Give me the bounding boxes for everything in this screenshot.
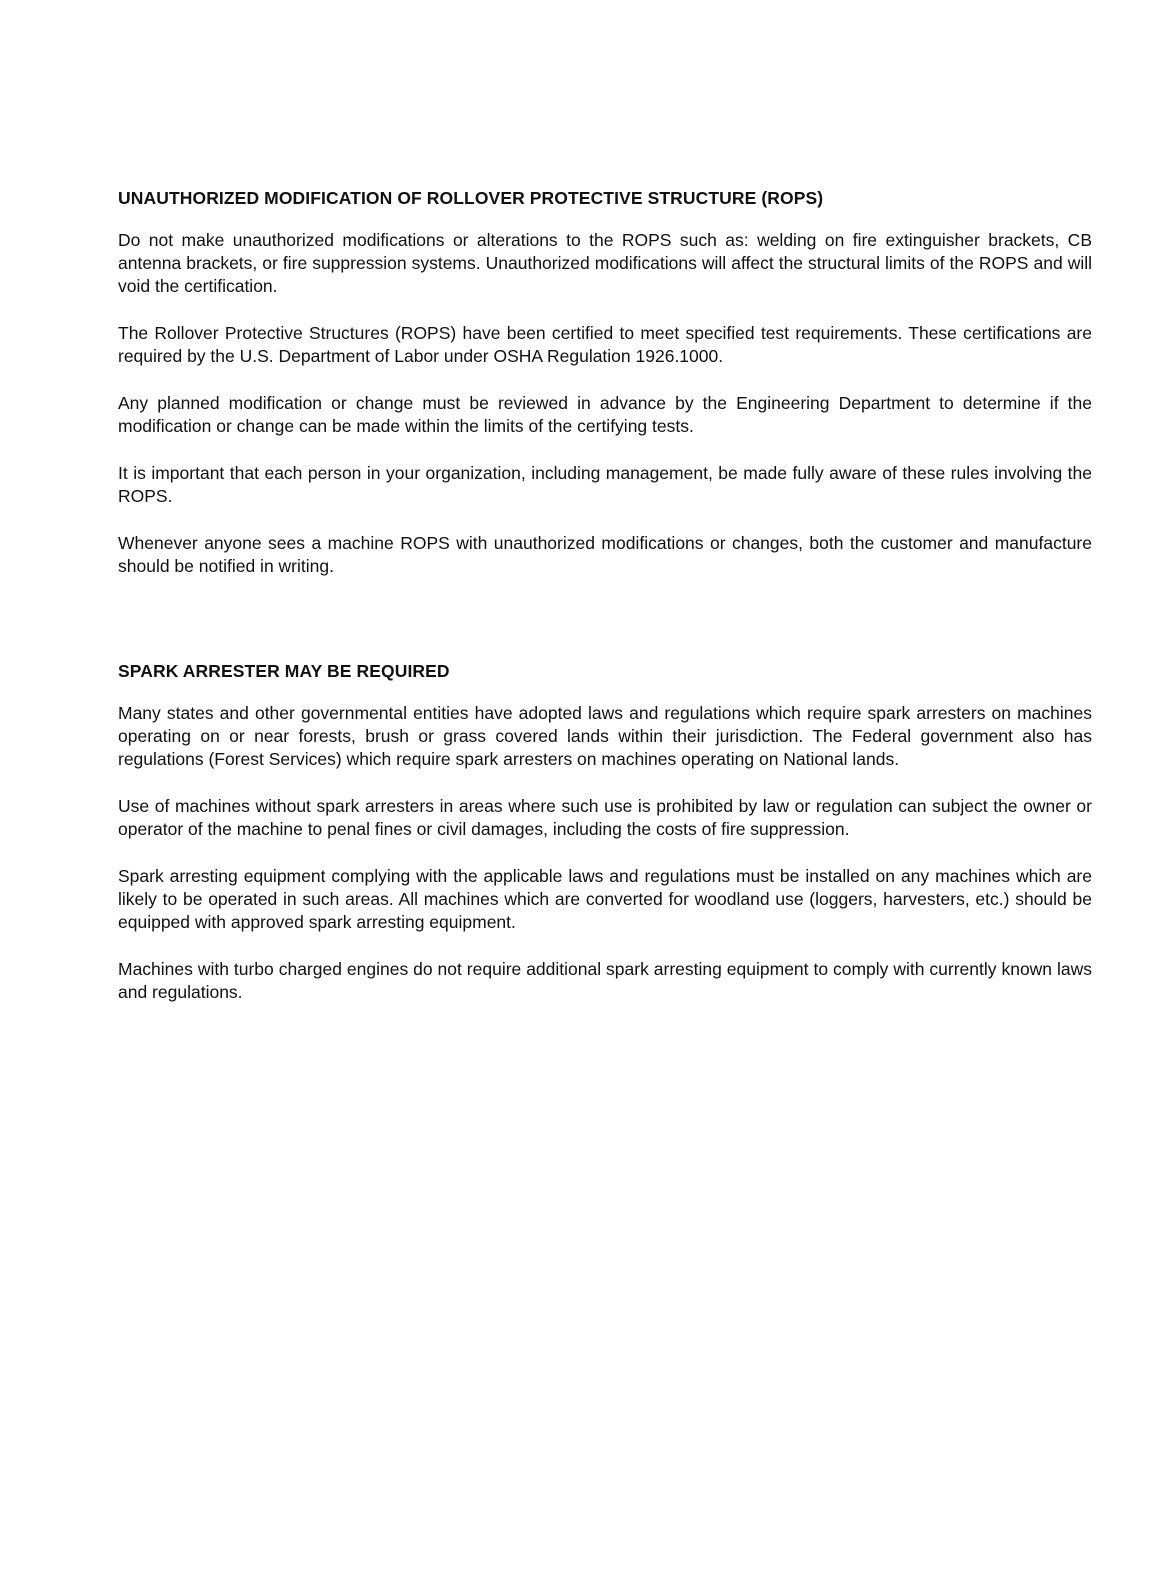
paragraph: Spark arresting equipment complying with the applicable laws and regulations must be installed on any machines which are likely to be operated in such areas. All machines which are converted for woodland use (loggers, harvesters, etc.) should be equipped with approved spark arresting equipment. — [118, 866, 1092, 932]
paragraph: The Rollover Protective Structures (ROPS) have been certified to meet specified test requirements. These certifications are required by the U.S. Department of Labor under OSHA Regulation 1926.1000. — [118, 323, 1092, 366]
paragraph: It is important that each person in your organization, including management, be made fully aware of these rules involving the ROPS. — [118, 463, 1092, 506]
paragraph: Do not make unauthorized modifications or alterations to the ROPS such as: welding on fire extinguisher brackets, CB antenna brackets, or fire suppression systems. Unauthorized modifications will affect the structural limits of the ROPS and will void the certification. — [118, 230, 1092, 296]
paragraph: Whenever anyone sees a machine ROPS with unauthorized modifications or changes, both the customer and manufacture should be notified in writing. — [118, 533, 1092, 576]
section-heading: UNAUTHORIZED MODIFICATION OF ROLLOVER PROTECTIVE STRUCTURE (ROPS) — [118, 188, 824, 208]
section-heading: SPARK ARRESTER MAY BE REQUIRED — [118, 661, 450, 681]
paragraph: Any planned modification or change must be reviewed in advance by the Engineering Department to determine if the modification or change can be made within the limits of the certifying tests. — [118, 393, 1092, 436]
section-spark-arrester — [118, 661, 1092, 1028]
section-rops-modification — [118, 188, 1092, 602]
paragraph: Machines with turbo charged engines do not require additional spark arresting equipment to comply with currently known laws and regulations. — [118, 959, 1092, 1002]
paragraph: Many states and other governmental entities have adopted laws and regulations which require spark arresters on machines operating on or near forests, brush or grass covered lands within their jurisdiction. The Federal government also has regulations (Forest Services) which require spark arresters on machines operating on National lands. — [118, 703, 1092, 769]
paragraph: Use of machines without spark arresters in areas where such use is prohibited by law or regulation can subject the owner or operator of the machine to penal fines or civil damages, including the costs of fire suppression. — [118, 796, 1092, 839]
